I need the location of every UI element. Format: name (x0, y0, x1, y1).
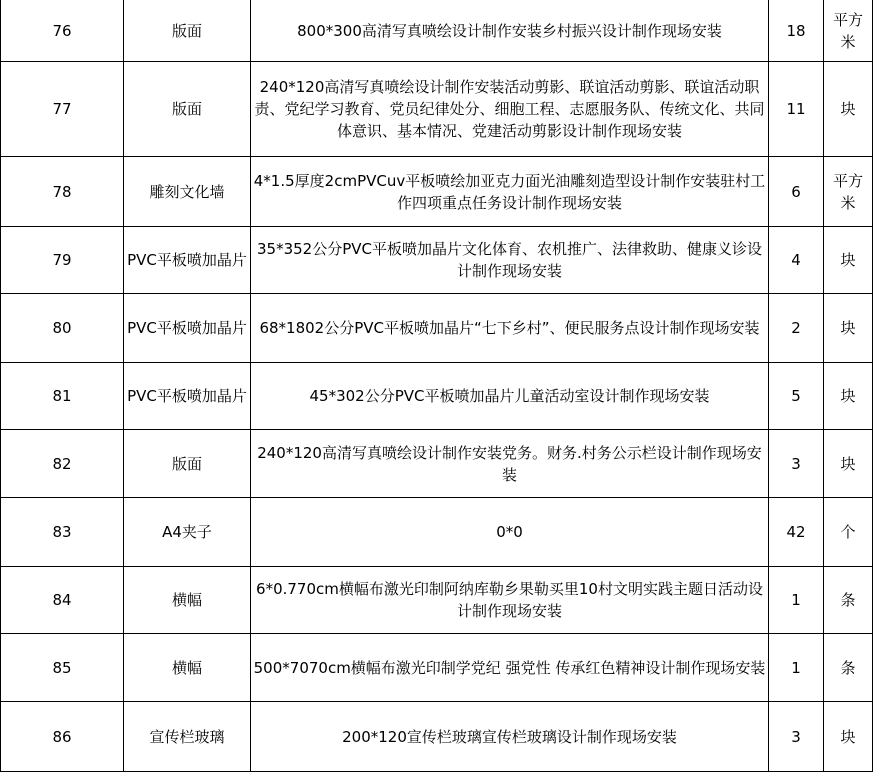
item-quantity: 4 (769, 227, 824, 294)
row-number: 76 (1, 0, 124, 62)
item-unit: 个 (824, 498, 873, 567)
item-description: 200*120宣传栏玻璃宣传栏玻璃设计制作现场安装 (251, 702, 769, 772)
item-name: 版面 (124, 62, 251, 157)
item-unit: 条 (824, 567, 873, 634)
table-row (1, 702, 873, 772)
item-unit: 块 (824, 227, 873, 294)
item-quantity: 3 (769, 430, 824, 498)
item-quantity: 5 (769, 363, 824, 430)
row-number: 80 (1, 294, 124, 363)
table-row (1, 0, 873, 62)
row-number: 78 (1, 157, 124, 227)
item-unit: 条 (824, 634, 873, 702)
row-number: 84 (1, 567, 124, 634)
row-number: 86 (1, 702, 124, 772)
item-name: PVC平板喷加晶片 (124, 227, 251, 294)
item-name: A4夹子 (124, 498, 251, 567)
item-unit: 块 (824, 62, 873, 157)
table-row (1, 294, 873, 363)
item-quantity: 3 (769, 702, 824, 772)
item-name: 版面 (124, 0, 251, 62)
row-number: 85 (1, 634, 124, 702)
item-quantity: 2 (769, 294, 824, 363)
item-description: 45*302公分PVC平板喷加晶片儿童活动室设计制作现场安装 (251, 363, 769, 430)
item-name: 宣传栏玻璃 (124, 702, 251, 772)
row-number: 81 (1, 363, 124, 430)
item-quantity: 11 (769, 62, 824, 157)
item-name: 横幅 (124, 634, 251, 702)
item-description: 500*7070cm横幅布激光印制学党纪 强党性 传承红色精神设计制作现场安装 (251, 634, 769, 702)
item-description: 800*300高清写真喷绘设计制作安装乡村振兴设计制作现场安装 (251, 0, 769, 62)
table-row (1, 62, 873, 157)
item-name: 版面 (124, 430, 251, 498)
table-row (1, 634, 873, 702)
row-number: 83 (1, 498, 124, 567)
item-description: 240*120高清写真喷绘设计制作安装党务。财务.村务公示栏设计制作现场安装 (251, 430, 769, 498)
table-row (1, 157, 873, 227)
table-row (1, 227, 873, 294)
item-name: PVC平板喷加晶片 (124, 363, 251, 430)
item-quantity: 42 (769, 498, 824, 567)
item-name: 雕刻文化墙 (124, 157, 251, 227)
row-number: 82 (1, 430, 124, 498)
table-row (1, 430, 873, 498)
table-row (1, 567, 873, 634)
item-quantity: 6 (769, 157, 824, 227)
item-unit: 块 (824, 430, 873, 498)
item-description: 68*1802公分PVC平板喷加晶片“七下乡村”、便民服务点设计制作现场安装 (251, 294, 769, 363)
item-name: 横幅 (124, 567, 251, 634)
item-unit: 块 (824, 702, 873, 772)
item-description: 4*1.5厚度2cmPVCuv平板喷绘加亚克力面光油雕刻造型设计制作安装驻村工作四项重点任务设计制作现场安装 (251, 157, 769, 227)
item-description: 35*352公分PVC平板喷加晶片文化体育、农机推广、法律救助、健康义诊设计制作现场安装 (251, 227, 769, 294)
item-quantity: 1 (769, 634, 824, 702)
item-description: 0*0 (251, 498, 769, 567)
row-number: 77 (1, 62, 124, 157)
item-description: 240*120高清写真喷绘设计制作安装活动剪影、联谊活动剪影、联谊活动职责、党纪学习教育、党员纪律处分、细胞工程、志愿服务队、传统文化、共同体意识、基本情况、党建活动剪影设计制作现场安装 (251, 62, 769, 157)
item-unit: 平方米 (824, 0, 873, 62)
item-unit: 平方米 (824, 157, 873, 227)
item-unit: 块 (824, 363, 873, 430)
item-description: 6*0.770cm横幅布激光印制阿纳库勒乡果勒买里10村文明实践主题日活动设计制作现场安装 (251, 567, 769, 634)
item-name: PVC平板喷加晶片 (124, 294, 251, 363)
table-row (1, 363, 873, 430)
item-quantity: 1 (769, 567, 824, 634)
item-quantity: 18 (769, 0, 824, 62)
row-number: 79 (1, 227, 124, 294)
item-unit: 块 (824, 294, 873, 363)
table-row (1, 498, 873, 567)
spec-table-body (1, 0, 873, 772)
